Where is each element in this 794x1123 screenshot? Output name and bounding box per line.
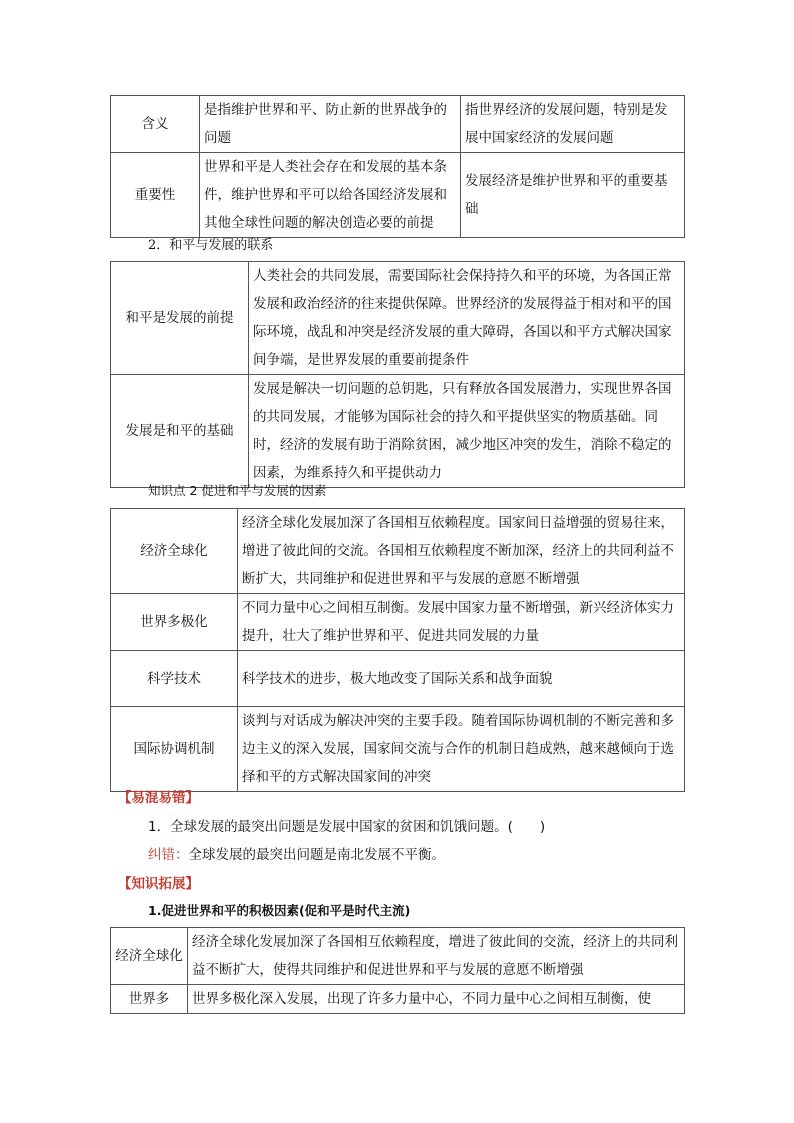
- row-text: 世界多极化深入发展，出现了许多力量中心，不同力量中心之间相互制衡，使: [188, 985, 685, 1014]
- row-text: 谈判与对话成为解决冲突的主要手段。随着国际协调机制的不断完善和多边主义的深入发展，国家间交流与合作的机制日趋成熟，越来越倾向于选择和平的方式解决国家间的冲突: [238, 707, 685, 792]
- row-label: 重要性: [111, 153, 200, 238]
- table-row: [111, 707, 685, 792]
- table-row: [111, 375, 685, 488]
- row-label: 世界多: [111, 985, 188, 1014]
- development-cell: 指世界经济的发展问题，特别是发展中国家经济的发展问题: [461, 96, 685, 153]
- table-row: [111, 651, 685, 707]
- factors-table: [110, 508, 685, 792]
- row-text: 经济全球化发展加深了各国相互依赖程度，增进了彼此间的交流，经济上的共同利益不断扩大，使得共同维护和促进世界和平与发展的意愿不断增强: [188, 928, 685, 985]
- table-row: [111, 262, 685, 375]
- row-text: 科学技术的进步，极大地改变了国际关系和战争面貌: [238, 651, 685, 707]
- peace-cell: 是指维护世界和平、防止新的世界战争的问题: [200, 96, 461, 153]
- confusion-question: 1．全球发展的最突出问题是发展中国家的贫困和饥饿问题。( ): [148, 819, 546, 835]
- correction-label: 纠错：: [148, 847, 189, 863]
- confusion-title: 【易混易错】: [118, 790, 199, 806]
- table-row: [111, 928, 685, 985]
- positive-factors-table: [110, 927, 685, 1014]
- row-text: 不同力量中心之间相互制衡。发展中国家力量不断增强，新兴经济体实力提升，壮大了维护世界和平、促进共同发展的力量: [238, 594, 685, 651]
- extension-title: 【知识拓展】: [118, 876, 199, 892]
- correction-line: [148, 843, 445, 863]
- section-heading: 2．和平与发展的联系: [148, 238, 274, 253]
- row-label: 国际协调机制: [111, 707, 238, 792]
- extension-subheading: 1.促进世界和平的积极因素(促和平是时代主流): [148, 903, 411, 918]
- development-cell: 发展经济是维护世界和平的重要基础: [461, 153, 685, 238]
- row-label: 经济全球化: [111, 928, 188, 985]
- row-label: 经济全球化: [111, 509, 238, 594]
- table-row: [111, 509, 685, 594]
- row-label: 科学技术: [111, 651, 238, 707]
- correction-text: 全球发展的最突出问题是南北发展不平衡。: [188, 847, 445, 863]
- table-row: [111, 985, 685, 1014]
- row-text: 人类社会的共同发展，需要国际社会保持持久和平的环境，为各国正常发展和政治经济的往来提供保障。世界经济的发展得益于相对和平的国际环境，战乱和冲突是经济发展的重大障碍，各国以和平方式解决国家间争端，是世界发展的重要前提条件: [249, 262, 685, 375]
- peace-development-relation-table: [110, 261, 685, 488]
- table-row: [111, 96, 685, 153]
- table-row: [111, 594, 685, 651]
- table-row: [111, 153, 685, 238]
- row-text: 经济全球化发展加深了各国相互依赖程度。国家间日益增强的贸易往来，增进了彼此间的交流。各国相互依赖程度不断加深，经济上的共同利益不断扩大，共同维护和促进世界和平与发展的意愿不断增强: [238, 509, 685, 594]
- row-label: 世界多极化: [111, 594, 238, 651]
- peace-cell: 世界和平是人类社会存在和发展的基本条件，维护世界和平可以给各国经济发展和其他全球性问题的解决创造必要的前提: [200, 153, 461, 238]
- row-text: 发展是解决一切问题的总钥匙，只有释放各国发展潜力，实现世界各国的共同发展，才能够为国际社会的持久和平提供坚实的物质基础。同时，经济的发展有助于消除贫困，减少地区冲突的发生，消除不稳定的因素，为维系持久和平提供动力: [249, 375, 685, 488]
- row-label: 和平是发展的前提: [111, 262, 249, 375]
- peace-development-definition-table: [110, 95, 685, 238]
- row-label: 发展是和平的基础: [111, 375, 249, 488]
- row-label: 含义: [111, 96, 200, 153]
- knowledge-point-heading: 知识点 2 促进和平与发展的因素: [148, 483, 327, 498]
